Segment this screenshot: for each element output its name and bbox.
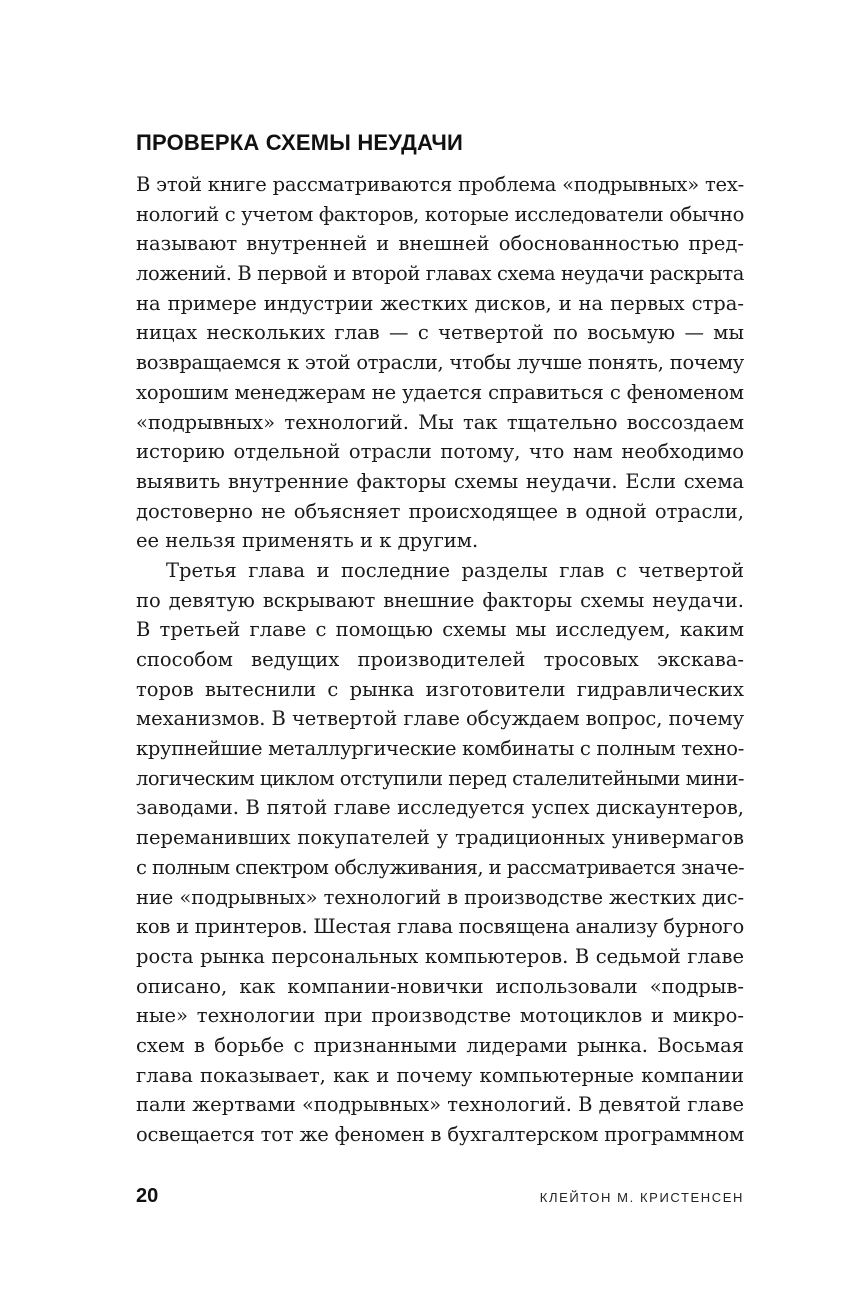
text-line: нологий с учетом факторов, которые исследователи обычно	[136, 202, 744, 226]
text-line: ные» технологии при производстве мотоциклов и микро-	[136, 1004, 744, 1028]
text-line: с полным спектром обслуживания, и рассматривается значе-	[136, 855, 745, 879]
text-line: В этой книге рассматриваются проблема «подрывных» тех-	[136, 173, 745, 196]
text-line: хорошим менеджерам не удается справиться с феноменом	[136, 380, 744, 404]
text-line: описано, как компании-новички использовали «подрыв-	[136, 974, 744, 998]
text-line: переманивших покупателей у традиционных универмагов	[136, 826, 744, 850]
text-line: логическим циклом отступили перед сталелитейными мини-	[136, 766, 744, 790]
text-line: историю отдельной отрасли потому, что нам необходимо	[136, 440, 744, 464]
text-line: возвращаемся к этой отрасли, чтобы лучше понять, почему	[136, 351, 744, 375]
text-line: пали жертвами «подрывных» технологий. В девятой главе	[136, 1093, 744, 1117]
text-line: схем в борьбе с признанными лидерами рынка. Восьмая	[136, 1033, 744, 1057]
text-line: ние «подрывных» технологий в производстве жестких дис-	[136, 885, 744, 909]
text-line: Третья глава и последние разделы глав с четвертой	[166, 558, 744, 582]
page-number: 20	[136, 1185, 159, 1207]
text-line: «подрывных» технологий. Мы так тщательно воссоздаем	[136, 410, 744, 434]
text-line: называют внутренней и внешней обоснованностью пред-	[136, 232, 744, 256]
text-line: ее нельзя применять и к другим.	[136, 529, 479, 553]
text-line: выявить внутренние факторы схемы неудачи. Если схема	[136, 469, 744, 493]
running-footer-author: КЛЕЙТОН М. КРИСТЕНСЕН	[539, 1190, 744, 1205]
section-heading: ПРОВЕРКА СХЕМЫ НЕУДАЧИ	[136, 130, 464, 155]
text-line: ков и принтеров. Шестая глава посвящена анализу бурного	[136, 915, 744, 939]
text-line: крупнейшие металлургические комбинаты с полным техно-	[136, 737, 744, 761]
text-line: способом ведущих производителей тросовых экскава-	[136, 648, 744, 671]
text-line: глава показывает, как и почему компьютерные компании	[136, 1063, 744, 1087]
text-line: освещается тот же феномен в бухгалтерском программном	[136, 1123, 744, 1146]
text-line: ницах нескольких глав — с четвертой по восьмую — мы	[136, 321, 744, 345]
body-text	[136, 170, 744, 1150]
text-line: роста рынка персональных компьютеров. В седьмой главе	[136, 944, 744, 968]
text-line: ложений. В первой и второй главах схема неудачи раскрыта	[136, 262, 745, 286]
text-line: механизмов. В четвертой главе обсуждаем вопрос, почему	[136, 707, 745, 731]
text-line: В третьей главе с помощью схемы мы исследуем, каким	[136, 618, 744, 642]
text-line: по девятую вскрывают внешние факторы схемы неудачи.	[136, 588, 744, 612]
text-line: достоверно не объясняет происходящее в одной отрасли,	[136, 499, 744, 523]
text-line: торов вытеснили с рынка изготовители гидравлических	[136, 677, 744, 701]
text-line: на примере индустрии жестких дисков, и на первых стра-	[136, 291, 744, 315]
text-line: заводами. В пятой главе исследуется успех дискаунтеров,	[136, 796, 744, 820]
